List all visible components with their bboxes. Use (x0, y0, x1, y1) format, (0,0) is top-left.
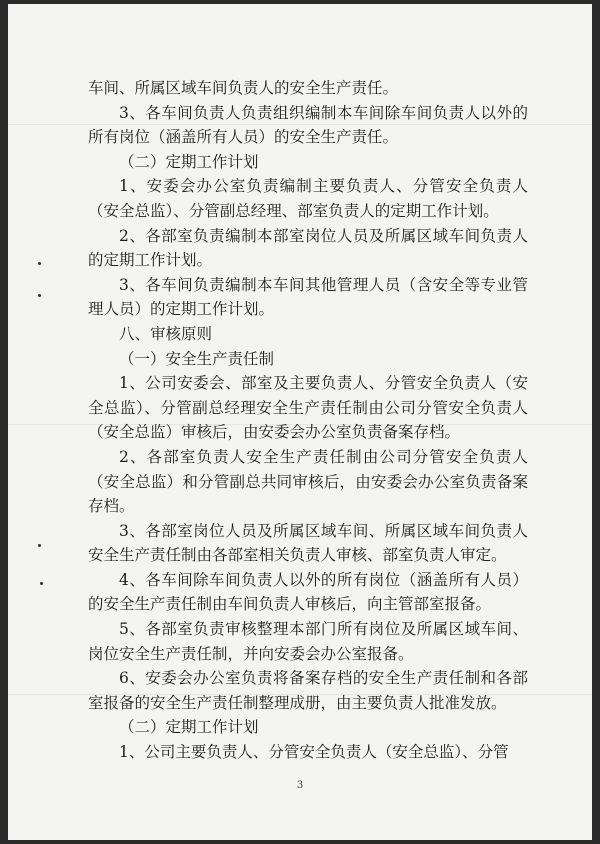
chapter-heading: 八、审核原则 (119, 324, 213, 343)
paragraph: 5、各部室负责审核整理本部门所有岗位及所属区域车间、岗位安全生产责任制，并向安委会办公室报备。 (88, 620, 528, 663)
margin-mark (38, 294, 41, 297)
paragraph: 1、安委会办公室负责编制主要负责人、分管安全负责人（安全总监）、分管副总经理、部室负责人的定期工作计划。 (88, 177, 528, 220)
paragraph: 3、各车间负责编制本车间其他管理人员（含安全等专业管理人员）的定期工作计划。 (88, 275, 528, 319)
section-heading: （二）定期工作计划 (119, 152, 259, 171)
body-text (88, 76, 528, 765)
paragraph: 2、各部室负责人安全生产责任制由公司分管安全负责人（安全总监）和分管副总共同审核后，由安委会办公室负责备案存档。 (88, 447, 528, 516)
margin-mark (38, 262, 41, 265)
paragraph: 4、各车间除车间负责人以外的所有岗位（涵盖所有人员）的安全生产责任制由车间负责人审核后，向主管部室报备。 (88, 570, 528, 614)
paragraph: 1、公司安委会、部室及主要负责人、分管安全负责人（安全总监）、分管副总经理安全生产责任制由公司分管安全负责人（安全总监）审核后，由安委会办公室负责备案存档。 (88, 374, 528, 442)
margin-mark (38, 544, 41, 547)
paragraph: 3、各部室岗位人员及所属区域车间、所属区域车间负责人安全生产责任制由各部室相关负责人审核、部室负责人审定。 (88, 521, 528, 565)
paragraph: 2、各部室负责编制本部室岗位人员及所属区域车间负责人的定期工作计划。 (88, 226, 528, 270)
paragraph: 6、安委会办公室负责将备案存档的安全生产责任制和各部室报备的安全生产责任制整理成册，由主要负责人批准发放。 (88, 669, 528, 712)
document-page (8, 4, 592, 840)
section-heading: （一）安全生产责任制 (119, 349, 275, 368)
section-heading: （二）定期工作计划 (119, 718, 259, 737)
paragraph: 1、公司主要负责人、分管安全负责人（安全总监）、分管 (119, 743, 509, 762)
paragraph: 3、各车间负责人负责组织编制本车间除车间负责人以外的所有岗位（涵盖所有人员）的安全生产责任。 (88, 103, 528, 147)
margin-mark (40, 582, 43, 585)
paragraph: 车间、所属区域车间负责人的安全生产责任。 (88, 79, 399, 97)
page-number: 3 (296, 780, 304, 791)
